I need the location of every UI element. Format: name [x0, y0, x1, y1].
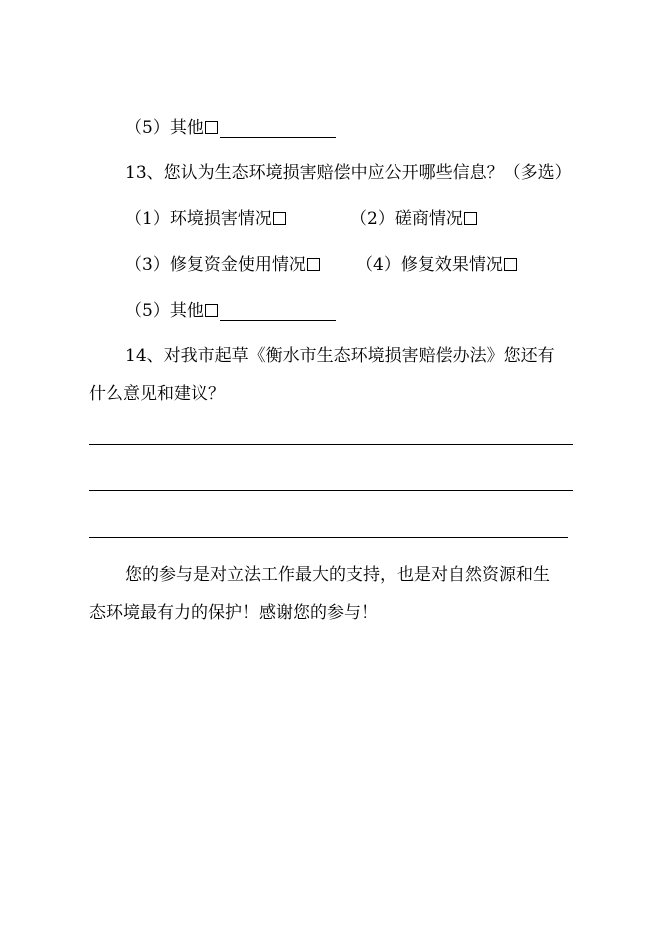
- q14-answer-line-2[interactable]: [89, 490, 573, 491]
- q13-option-5-checkbox[interactable]: [205, 304, 218, 317]
- q13-option-2-checkbox[interactable]: [464, 212, 477, 225]
- q13-option-5-label: （5）其他: [125, 301, 204, 321]
- q13-option-4-checkbox[interactable]: [504, 258, 517, 271]
- q13-option-3: [125, 255, 320, 275]
- q12-other-checkbox[interactable]: [205, 121, 218, 134]
- q13-option-1: [125, 209, 286, 229]
- q14-answer-line-3[interactable]: [89, 537, 568, 538]
- q12-option-other: [125, 118, 336, 138]
- closing-line-2: 态环境最有力的保护！感谢您的参与！: [89, 603, 378, 623]
- q12-option-other-label: （5）其他: [125, 118, 204, 138]
- q14-question-line1: 14、对我市起草《衡水市生态环境损害赔偿办法》您还有: [125, 346, 555, 366]
- q13-option-1-checkbox[interactable]: [273, 212, 286, 225]
- q13-option-3-checkbox[interactable]: [307, 258, 320, 271]
- q13-option-3-label: （3）修复资金使用情况: [125, 255, 306, 275]
- q14-answer-line-1[interactable]: [89, 444, 573, 445]
- q12-other-blank-field[interactable]: [220, 119, 336, 138]
- q13-option-1-label: （1）环境损害情况: [125, 209, 272, 229]
- q13-option-4: [356, 255, 517, 275]
- q13-option-5: [125, 301, 336, 321]
- q13-option-2-label: （2）磋商情况: [350, 209, 463, 229]
- q14-question-line2: 什么意见和建议？: [89, 384, 225, 404]
- q13-other-blank-field[interactable]: [220, 302, 336, 321]
- q13-option-4-label: （4）修复效果情况: [356, 255, 503, 275]
- q13-question: 13、您认为生态环境损害赔偿中应公开哪些信息？（多选）: [125, 163, 572, 183]
- q13-option-2: [350, 209, 477, 229]
- closing-line-1: 您的参与是对立法工作最大的支持，也是对自然资源和生: [125, 565, 550, 585]
